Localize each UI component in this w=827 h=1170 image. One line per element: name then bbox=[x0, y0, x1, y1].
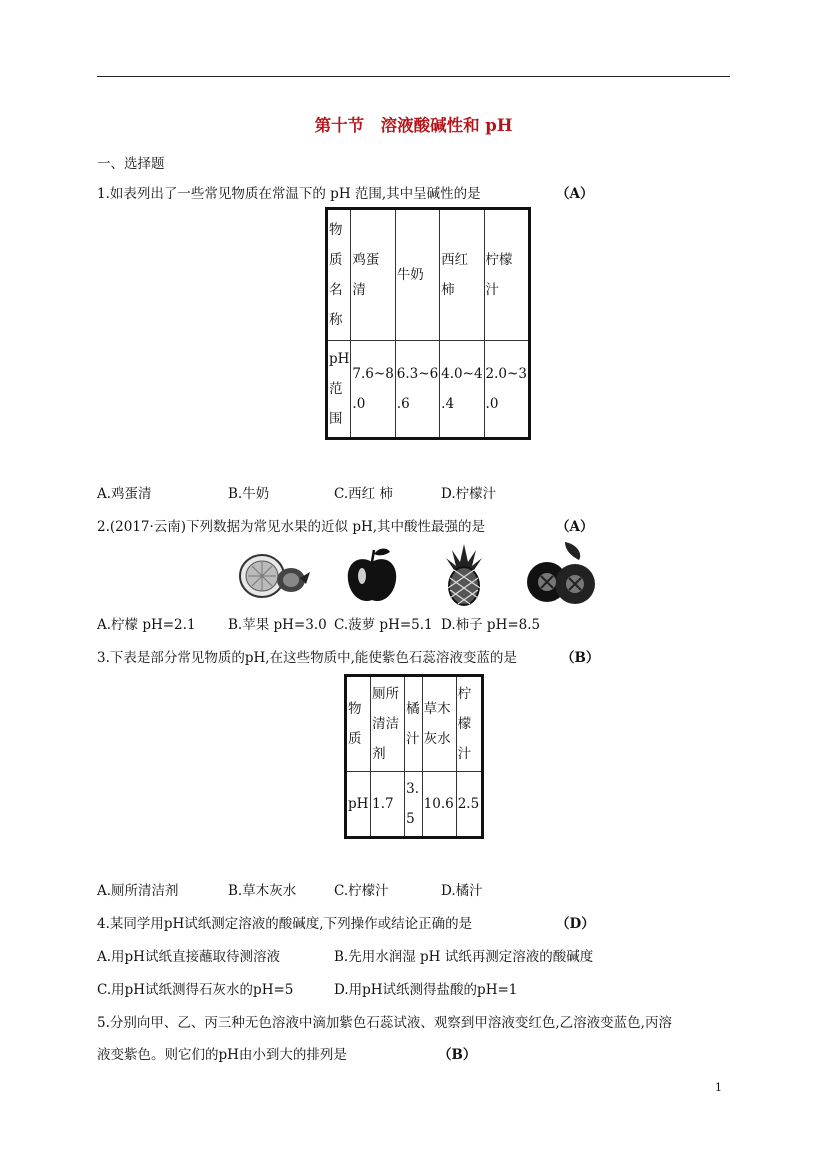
table-cell: 4.0~4 .4 bbox=[440, 341, 484, 439]
q4-option-c: C.用pH试纸测得石灰水的pH=5 bbox=[97, 982, 294, 998]
table-cell: 2.0~3 .0 bbox=[484, 341, 529, 439]
table-cell: 物 质 名 称 bbox=[327, 209, 351, 341]
lemon-icon bbox=[236, 548, 312, 604]
table-cell: 柠檬 汁 bbox=[484, 209, 529, 341]
q4-option-b: B.先用水润湿 pH 试纸再测定溶液的酸碱度 bbox=[334, 949, 594, 965]
table-cell: 牛奶 bbox=[395, 209, 439, 341]
table-cell: 厕所 清洁 剂 bbox=[371, 676, 405, 772]
q3-option-d: D.橘汁 bbox=[441, 883, 483, 899]
q1-stem: 1.如表列出了一些常见物质在常温下的 pH 范围,其中呈碱性的是 bbox=[97, 186, 481, 202]
table-cell: 10.6 bbox=[422, 772, 456, 838]
q4-option-d: D.用pH试纸测得盐酸的pH=1 bbox=[334, 982, 518, 998]
q3-answer: （B） bbox=[561, 650, 600, 666]
q4-answer: （D） bbox=[556, 916, 595, 932]
q1-option-a: A.鸡蛋清 bbox=[97, 486, 152, 502]
persimmon-icon bbox=[525, 540, 597, 606]
table-cell: 3. 5 bbox=[405, 772, 423, 838]
page-title: 第十节 溶液酸碱性和 pH bbox=[314, 116, 513, 135]
table-cell: 草木 灰水 bbox=[422, 676, 456, 772]
q1-table bbox=[325, 207, 531, 440]
q3-option-a: A.厕所清洁剂 bbox=[97, 883, 179, 899]
q3-option-c: C.柠檬汁 bbox=[334, 883, 389, 899]
q1-answer: （A） bbox=[556, 186, 594, 202]
q1-option-b: B.牛奶 bbox=[228, 486, 270, 502]
table-cell: pH 范 围 bbox=[327, 341, 351, 439]
q2-option-a: A.柠檬 pH=2.1 bbox=[97, 617, 196, 633]
table-cell: pH bbox=[346, 772, 371, 838]
q3-stem: 3.下表是部分常见物质的pH,在这些物质中,能使紫色石蕊溶液变蓝的是 bbox=[97, 650, 517, 666]
q2-answer: （A） bbox=[556, 519, 594, 535]
q5-stem-line-2: 液变紫色。则它们的pH由小到大的排列是 bbox=[97, 1047, 347, 1063]
table-cell: 橘 汁 bbox=[405, 676, 423, 772]
section-heading: 一、选择题 bbox=[97, 156, 165, 172]
table-cell: 7.6~8 .0 bbox=[351, 341, 395, 439]
apple-icon bbox=[344, 546, 400, 606]
q2-option-d: D.柿子 pH=8.5 bbox=[441, 617, 541, 633]
header-rule bbox=[97, 76, 730, 77]
table-cell: 鸡蛋 清 bbox=[351, 209, 395, 341]
q2-stem: 2.(2017·云南)下列数据为常见水果的近似 pH,其中酸性最强的是 bbox=[97, 519, 486, 535]
q5-answer: （B） bbox=[438, 1047, 477, 1063]
q3-option-b: B.草木灰水 bbox=[228, 883, 297, 899]
q1-option-d: D.柠檬汁 bbox=[441, 486, 497, 502]
q4-option-a: A.用pH试纸直接蘸取待测溶液 bbox=[97, 949, 280, 965]
table-cell: 物 质 bbox=[346, 676, 371, 772]
page-number: 1 bbox=[715, 1081, 722, 1094]
q5-stem-line-1: 5.分别向甲、乙、丙三种无色溶液中滴加紫色石蕊试液、观察到甲溶液变红色,乙溶液变蓝色,丙溶 bbox=[97, 1015, 672, 1031]
q3-table bbox=[344, 674, 484, 839]
q2-option-b: B.苹果 pH=3.0 bbox=[228, 617, 327, 633]
table-cell: 柠 檬 汁 bbox=[456, 676, 482, 772]
q4-stem: 4.某同学用pH试纸测定溶液的酸碱度,下列操作或结论正确的是 bbox=[97, 916, 473, 932]
table-cell: 6.3~6 .6 bbox=[395, 341, 439, 439]
table-cell: 2.5 bbox=[456, 772, 482, 838]
q1-option-c: C.西红 柿 bbox=[334, 486, 393, 502]
table-cell: 西红 柿 bbox=[440, 209, 484, 341]
table-cell: 1.7 bbox=[371, 772, 405, 838]
q2-option-c: C.菠萝 pH=5.1 bbox=[334, 617, 433, 633]
pineapple-icon bbox=[440, 542, 488, 606]
